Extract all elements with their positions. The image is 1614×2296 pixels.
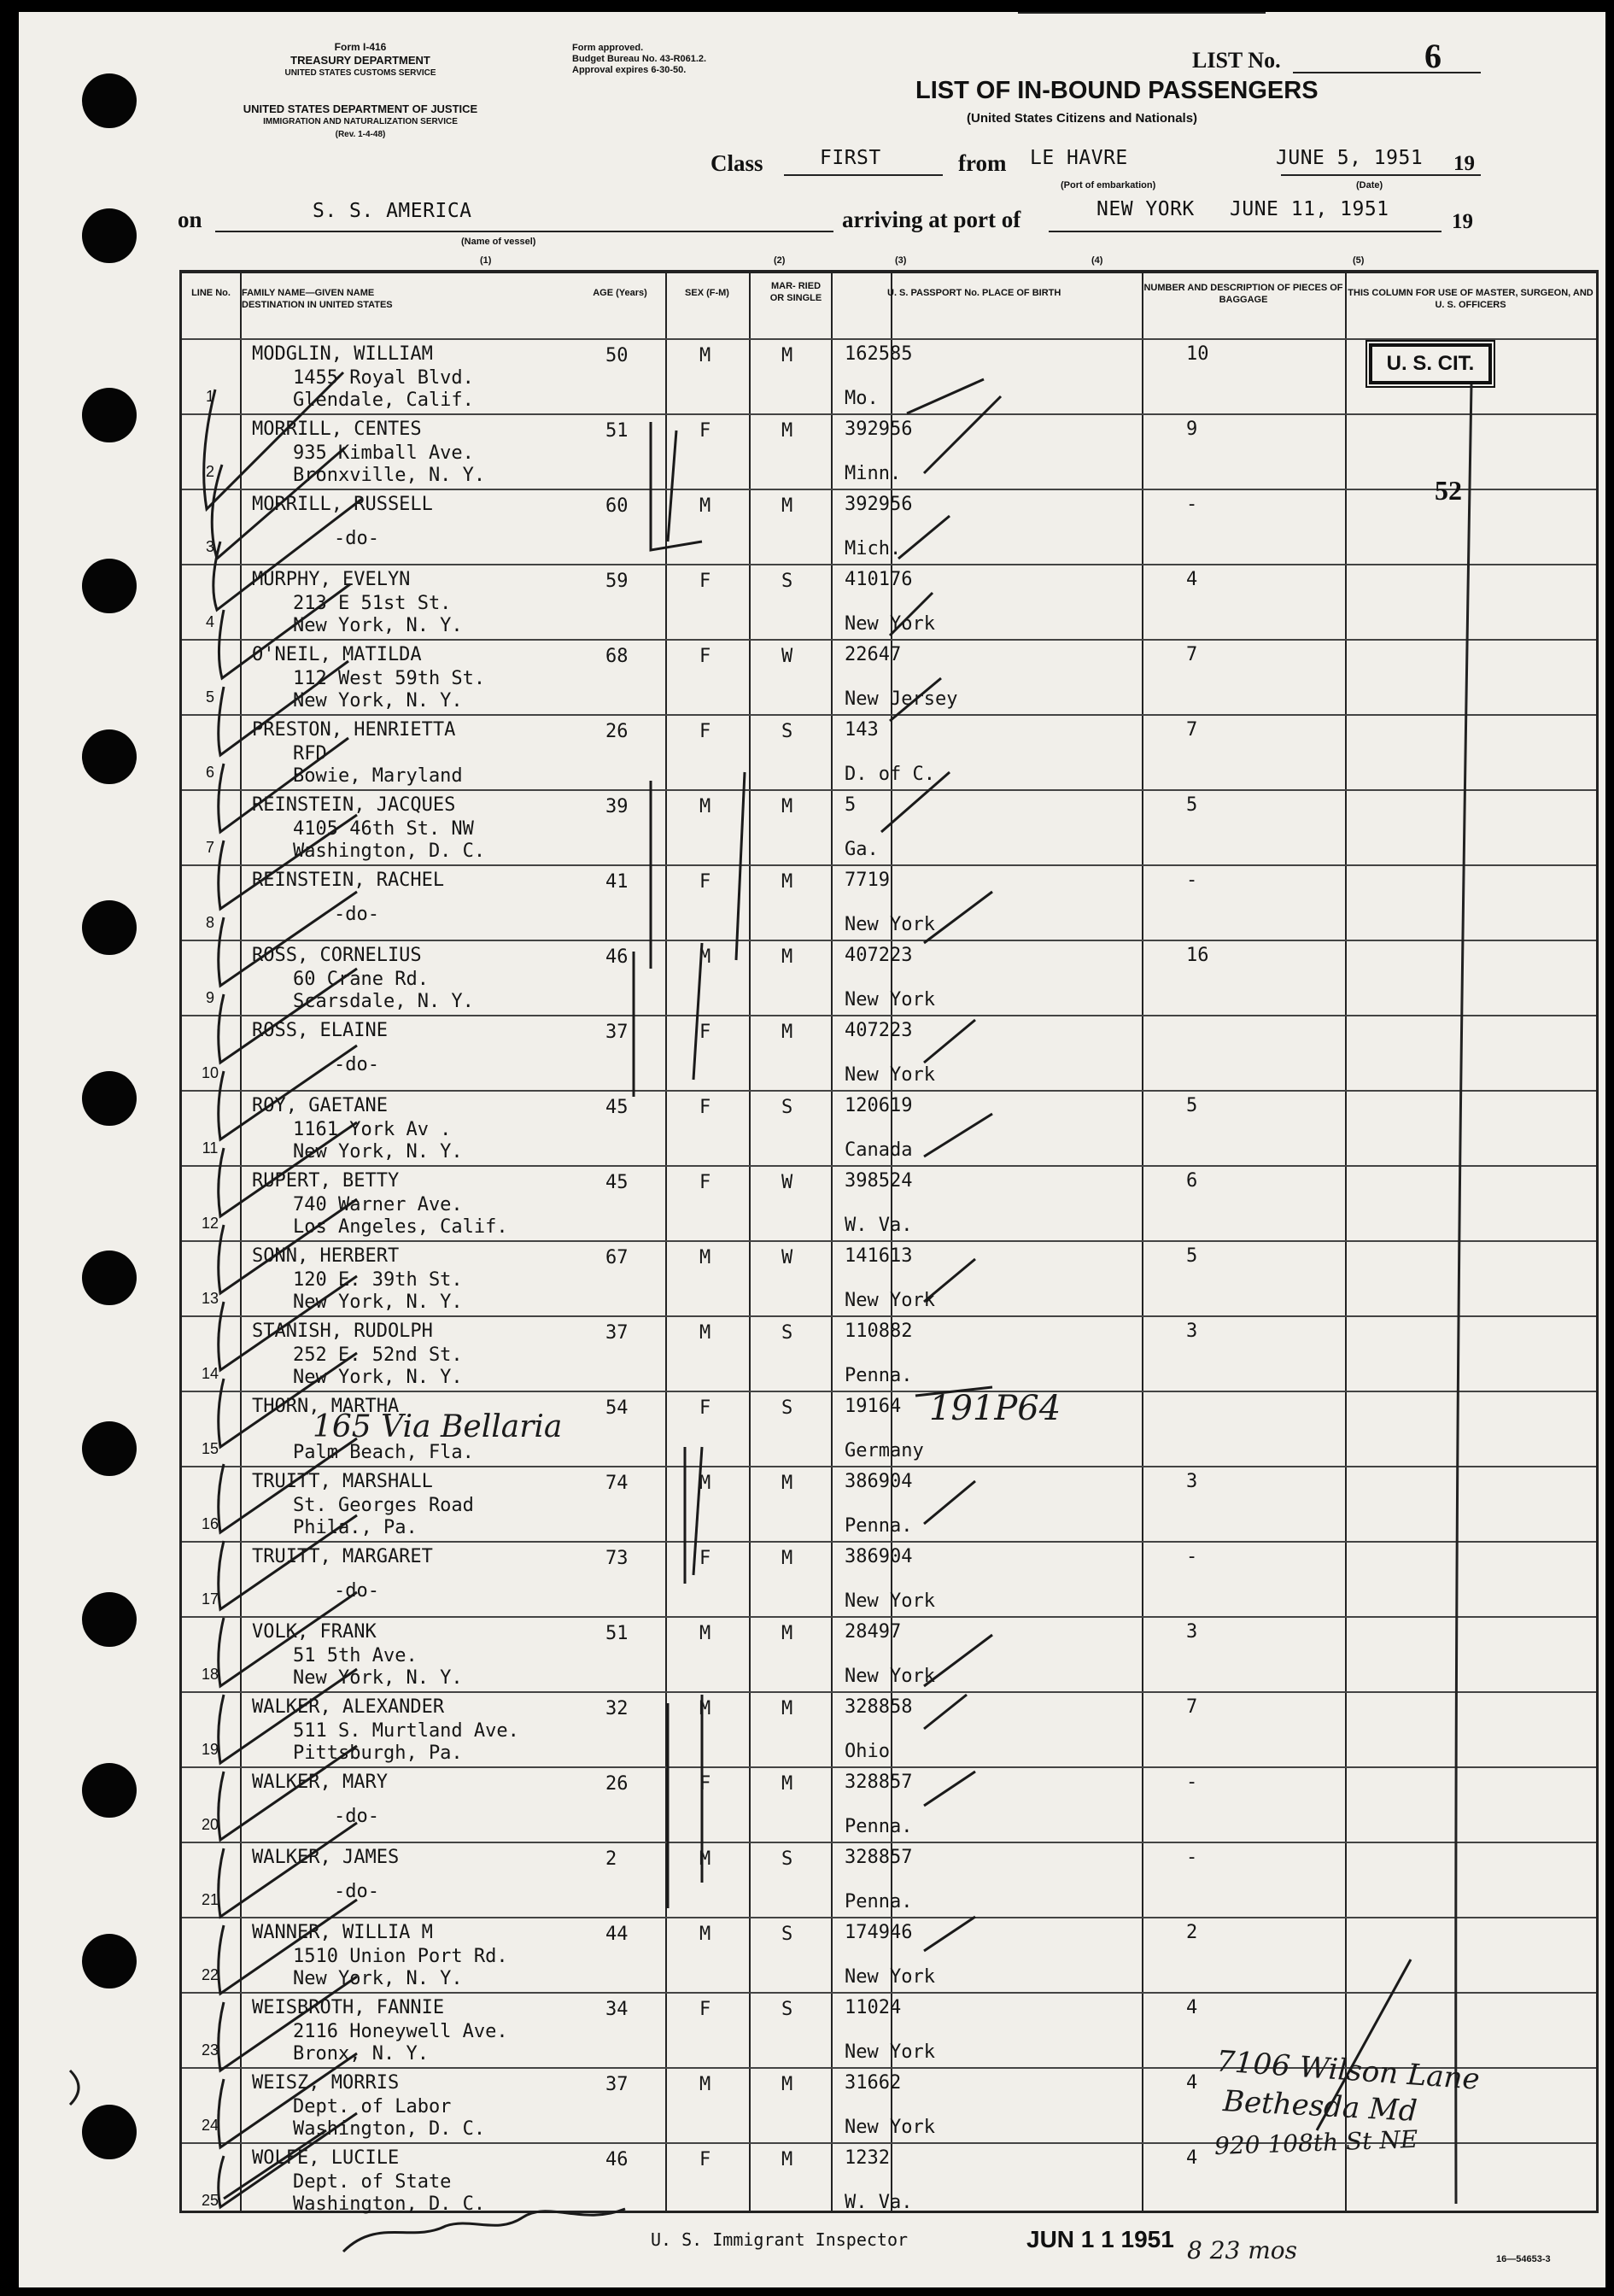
inspection-date-stamp: JUN 1 1 1951 [1026, 2226, 1174, 2252]
marital-status: M [781, 796, 793, 817]
header-name: FAMILY NAME—GIVEN NAME DESTINATION IN UNITED STATES [242, 288, 393, 310]
handwritten-address-2: Bethesda Md [1222, 2084, 1418, 2129]
customs-service: UNITED STATES CUSTOMS SERVICE [284, 68, 436, 78]
passenger-sex: F [699, 1397, 711, 1419]
line-number: 11 [202, 1139, 219, 1157]
year-suffix-2: 19 [1452, 210, 1473, 233]
line-number: 25 [201, 2192, 219, 2209]
passport-number: 110882 [845, 1321, 913, 1342]
passport-number: 19164 [845, 1396, 902, 1417]
place-of-birth: New York [845, 989, 935, 1010]
header-line-no: LINE No. [191, 288, 231, 298]
passenger-age: 45 [605, 1172, 629, 1193]
check-marks [19, 12, 1605, 2287]
passenger-address-2: -do- [334, 904, 379, 925]
passport-number: 22647 [845, 644, 902, 665]
passenger-age: 26 [605, 1773, 629, 1795]
passport-number: 1232 [845, 2147, 890, 2169]
margin-number: 52 [1435, 475, 1462, 506]
passenger-address-2: Scarsdale, N. Y. [293, 991, 474, 1012]
header-age: AGE (Years) [593, 288, 647, 298]
baggage-count: 2 [1186, 1922, 1198, 1943]
passenger-age: 45 [605, 1097, 629, 1118]
line-number: 4 [205, 613, 214, 630]
place-of-birth: Penna. [845, 1515, 913, 1537]
embarkation-port: LE HAVRE [1030, 147, 1128, 169]
line-number: 16 [201, 1515, 219, 1532]
passenger-age: 51 [605, 420, 629, 442]
passport-number: 410176 [845, 569, 913, 590]
justice-dept: UNITED STATES DEPARTMENT OF JUSTICE [243, 102, 478, 115]
vessel-name: S. S. AMERICA [313, 200, 472, 222]
baggage-count: 4 [1186, 569, 1198, 590]
passenger-name: WALKER, ALEXANDER [252, 1696, 445, 1718]
baggage-count: 6 [1186, 1170, 1198, 1192]
line-number: 12 [201, 1215, 219, 1232]
passport-number: 407223 [845, 945, 913, 966]
place-of-birth: Germany [845, 1440, 924, 1461]
marital-status: M [781, 946, 793, 968]
marital-status: M [781, 1773, 793, 1795]
passenger-name: ROY, GAETANE [252, 1095, 388, 1116]
passenger-sex: F [699, 571, 711, 592]
passenger-address-2: -do- [334, 1881, 379, 1902]
place-of-birth: New York [845, 2041, 935, 2063]
list-number: 6 [1424, 37, 1441, 75]
marital-status: M [781, 495, 793, 517]
passenger-address-1: 740 Warner Ave. [293, 1194, 463, 1215]
passenger-name: TRUITT, MARGARET [252, 1546, 433, 1567]
marital-status: M [781, 871, 793, 893]
passenger-age: 46 [605, 2149, 629, 2170]
stamp-text: U. S. CIT. [1386, 352, 1475, 375]
year-suffix: 19 [1453, 152, 1475, 175]
line-number: 13 [201, 1290, 219, 1307]
header-married: MAR- RIED OR SINGLE [769, 281, 822, 303]
passenger-age: 26 [605, 721, 629, 742]
port-caption: (Port of embarkation) [1061, 180, 1156, 190]
passenger-name: VOLK, FRANK [252, 1621, 377, 1643]
marital-status: M [781, 2149, 793, 2170]
passenger-name: RUPERT, BETTY [252, 1170, 400, 1192]
departure-date: JUNE 5, 1951 [1276, 147, 1424, 169]
passenger-sex: M [699, 2074, 711, 2095]
on-label: on [178, 207, 202, 232]
passenger-address-2: New York, N. Y. [293, 1367, 463, 1388]
line-number: 7 [205, 839, 214, 856]
passenger-name: WOLFE, LUCILE [252, 2147, 400, 2169]
passenger-name: MORRILL, RUSSELL [252, 494, 433, 515]
place-of-birth: Mo. [845, 388, 879, 409]
handwritten-note-4: 8 23 mos [1187, 2236, 1298, 2264]
place-of-birth: New York [845, 2117, 935, 2138]
marital-status: S [781, 1848, 793, 1870]
from-label: from [958, 150, 1007, 176]
handwritten-address-1: 7106 Wilson Lane [1214, 2044, 1481, 2097]
date-caption: (Date) [1356, 180, 1383, 190]
passenger-address-2: Phila., Pa. [293, 1517, 418, 1538]
line-number: 22 [201, 1966, 219, 1983]
baggage-count: 7 [1186, 644, 1198, 665]
baggage-count: 3 [1186, 1621, 1198, 1643]
passenger-name: WANNER, WILLIA M [252, 1922, 433, 1943]
line-number: 10 [201, 1064, 219, 1081]
passport-number: 120619 [845, 1095, 913, 1116]
passport-number: 141613 [845, 1245, 913, 1267]
passenger-age: 73 [605, 1548, 629, 1569]
passenger-name: WALKER, JAMES [252, 1847, 400, 1868]
passport-number: 392956 [845, 494, 913, 515]
passenger-age: 37 [605, 1022, 629, 1043]
place-of-birth: New Jersey [845, 688, 958, 710]
marital-status: M [781, 345, 793, 366]
passport-number: 162585 [845, 343, 913, 365]
arriving-label: arriving at port of [842, 207, 1021, 232]
passenger-address-2: Palm Beach, Fla. [293, 1442, 474, 1463]
passport-number: 328857 [845, 1847, 913, 1868]
passenger-address-1: 112 West 59th St. [293, 668, 486, 689]
baggage-count: 4 [1186, 2072, 1198, 2094]
passenger-name: STANISH, RUDOLPH [252, 1321, 433, 1342]
arrival-date: JUNE 11, 1951 [1230, 198, 1389, 220]
passenger-sex: M [699, 1848, 711, 1870]
page-title: LIST OF IN-BOUND PASSENGERS [915, 77, 1319, 104]
passenger-address-2: New York, N. Y. [293, 615, 463, 636]
passenger-sex: M [699, 1473, 711, 1494]
passenger-address-1: Dept. of State [293, 2171, 452, 2193]
passenger-age: 54 [605, 1397, 629, 1419]
col-num-2: (2) [774, 255, 786, 266]
passenger-age: 60 [605, 495, 629, 517]
passenger-address-2: Bronxville, N. Y. [293, 465, 486, 486]
passenger-sex: F [699, 1097, 711, 1118]
place-of-birth: D. of C. [845, 764, 935, 785]
place-of-birth: New York [845, 914, 935, 935]
passenger-address-1: 935 Kimball Ave. [293, 442, 474, 464]
passenger-name: MORRILL, CENTES [252, 419, 422, 440]
passenger-sex: M [699, 495, 711, 517]
passport-number: 392956 [845, 419, 913, 440]
baggage-count: 4 [1186, 2147, 1198, 2169]
passenger-sex: M [699, 1698, 711, 1719]
manifest-page [19, 12, 1605, 2287]
place-of-birth: New York [845, 1590, 935, 1612]
marital-status: M [781, 1548, 793, 1569]
passenger-address-1: 1455 Royal Blvd. [293, 367, 474, 389]
passenger-name: ROSS, CORNELIUS [252, 945, 422, 966]
passenger-address-2: Pittsburgh, Pa. [293, 1742, 463, 1764]
place-of-birth: Mich. [845, 538, 902, 559]
passenger-age: 68 [605, 646, 629, 667]
place-of-birth: New York [845, 1666, 935, 1687]
line-number: 2 [205, 463, 214, 480]
passenger-name: O'NEIL, MATILDA [252, 644, 422, 665]
inspector-label: U. S. Immigrant Inspector [651, 2229, 909, 2250]
line-number: 20 [201, 1816, 219, 1833]
passenger-age: 46 [605, 946, 629, 968]
passenger-name: ROSS, ELAINE [252, 1020, 388, 1041]
passenger-name: PRESTON, HENRIETTA [252, 719, 456, 741]
place-of-birth: Minn. [845, 463, 902, 484]
passenger-name: WALKER, MARY [252, 1772, 388, 1793]
place-of-birth: New York [845, 613, 935, 635]
passenger-address-1: RFD [293, 743, 327, 764]
line-number: 17 [201, 1590, 219, 1608]
passport-number: 398524 [845, 1170, 913, 1192]
col-num-5: (5) [1353, 255, 1365, 266]
passenger-age: 51 [605, 1623, 629, 1644]
passenger-age: 39 [605, 796, 629, 817]
line-number: 19 [201, 1741, 219, 1758]
passenger-sex: F [699, 1022, 711, 1043]
passenger-address-2: Los Angeles, Calif. [293, 1216, 508, 1238]
passenger-address-2: -do- [334, 528, 379, 549]
baggage-count: - [1186, 1546, 1198, 1567]
baggage-count: 9 [1186, 419, 1198, 440]
passenger-age: 74 [605, 1473, 629, 1494]
passenger-age: 44 [605, 1924, 629, 1945]
passenger-name: MURPHY, EVELYN [252, 569, 411, 590]
footer-dash-line [651, 2229, 908, 2250]
place-of-birth: New York [845, 1064, 935, 1086]
passenger-address-2: Washington, D. C. [293, 2194, 486, 2215]
line-number: 21 [201, 1891, 219, 1908]
passenger-address-1: St. Georges Road [293, 1495, 474, 1516]
passenger-sex: M [699, 796, 711, 817]
handwritten-thorn-address: 165 Via Bellaria [313, 1409, 563, 1444]
form-approved: Form approved. [572, 43, 644, 53]
marital-status: W [781, 1247, 793, 1268]
passenger-age: 2 [605, 1848, 617, 1870]
passenger-name: REINSTEIN, JACQUES [252, 794, 456, 816]
treasury-dept: TREASURY DEPARTMENT [290, 54, 430, 67]
passenger-age: 59 [605, 571, 629, 592]
passenger-address-1: 213 E 51st St. [293, 593, 452, 614]
form-revision: (Rev. 1-4-48) [335, 130, 386, 139]
passenger-address-2: -do- [334, 1580, 379, 1602]
baggage-count: 5 [1186, 1245, 1198, 1267]
passenger-age: 37 [605, 1322, 629, 1344]
line-number: 8 [205, 914, 214, 931]
col-num-3: (3) [895, 255, 907, 266]
baggage-count: 5 [1186, 794, 1198, 816]
passenger-sex: F [699, 1773, 711, 1795]
passenger-address-1: 1510 Union Port Rd. [293, 1946, 508, 1967]
col-num-1: (1) [480, 255, 492, 266]
approval-expires: Approval expires 6-30-50. [572, 65, 687, 75]
passenger-age: 50 [605, 345, 629, 366]
passport-number: 328857 [845, 1772, 913, 1793]
passenger-address-2: New York, N. Y. [293, 1667, 463, 1689]
passport-number: 7719 [845, 870, 890, 891]
passenger-age: 67 [605, 1247, 629, 1268]
passenger-address-2: Glendale, Calif. [293, 390, 474, 411]
marital-status: M [781, 2074, 793, 2095]
passenger-address-2: Washington, D. C. [293, 840, 486, 862]
passenger-address-1: 4105 46th St. NW [293, 818, 474, 840]
marital-status: S [781, 721, 793, 742]
passport-number: 143 [845, 719, 879, 741]
marital-status: S [781, 1999, 793, 2020]
baggage-count: 7 [1186, 719, 1198, 741]
form-number: Form I-416 [334, 41, 387, 53]
passport-number: 31662 [845, 2072, 902, 2094]
baggage-count: 7 [1186, 1696, 1198, 1718]
line-number: 18 [201, 1666, 219, 1683]
line-number: 1 [205, 388, 214, 405]
vessel-caption: (Name of vessel) [461, 237, 536, 247]
passport-number: 386904 [845, 1471, 913, 1492]
passenger-sex: M [699, 1623, 711, 1644]
print-code: 16—54653-3 [1496, 2254, 1551, 2264]
marital-status: S [781, 571, 793, 592]
passenger-address-1: 2116 Honeywell Ave. [293, 2021, 508, 2042]
passenger-address-2: Bronx, N. Y. [293, 2043, 429, 2065]
place-of-birth: New York [845, 1290, 935, 1311]
class-label: Class [711, 150, 763, 176]
handwritten-passport-correction: 191P64 [929, 1389, 1061, 1428]
class-value: FIRST [820, 147, 881, 169]
line-number: 5 [205, 688, 214, 706]
place-of-birth: Penna. [845, 1365, 913, 1386]
baggage-count: 16 [1186, 945, 1209, 966]
header-baggage: NUMBER AND DESCRIPTION OF PIECES OF BAGGAGE [1143, 283, 1343, 305]
baggage-count: - [1186, 870, 1198, 891]
header-officers: THIS COLUMN FOR USE OF MASTER, SURGEON, AND U. S. OFFICERS [1348, 288, 1594, 310]
passenger-name: MODGLIN, WILLIAM [252, 343, 433, 365]
passenger-address-2: New York, N. Y. [293, 690, 463, 712]
passenger-sex: F [699, 721, 711, 742]
budget-bureau: Budget Bureau No. 43-R061.2. [572, 54, 707, 64]
marital-status: W [781, 646, 793, 667]
baggage-count: - [1186, 1772, 1198, 1793]
place-of-birth: Ohio [845, 1741, 890, 1762]
baggage-count: 3 [1186, 1471, 1198, 1492]
passport-number: 11024 [845, 1997, 902, 2018]
passenger-age: 32 [605, 1698, 629, 1719]
passenger-address-1: 252 E. 52nd St. [293, 1344, 463, 1366]
passenger-name: REINSTEIN, RACHEL [252, 870, 445, 891]
line-number: 15 [201, 1440, 219, 1457]
place-of-birth: Penna. [845, 1816, 913, 1837]
passenger-age: 37 [605, 2074, 629, 2095]
baggage-count: - [1186, 494, 1198, 515]
passenger-address-2: -do- [334, 1806, 379, 1827]
baggage-count: 10 [1186, 343, 1209, 365]
marital-status: S [781, 1097, 793, 1118]
baggage-count: - [1186, 1847, 1198, 1868]
passenger-sex: F [699, 871, 711, 893]
place-of-birth: Ga. [845, 839, 879, 860]
passenger-sex: F [699, 420, 711, 442]
list-label: LIST No. [1192, 48, 1281, 73]
marital-status: S [781, 1924, 793, 1945]
passenger-sex: F [699, 1172, 711, 1193]
immigration-service: IMMIGRATION AND NATURALIZATION SERVICE [263, 117, 458, 126]
baggage-count: 4 [1186, 1997, 1198, 2018]
passenger-sex: M [699, 345, 711, 366]
line-number: 24 [201, 2117, 219, 2134]
passport-number: 28497 [845, 1621, 902, 1643]
passenger-address-1: 511 S. Murtland Ave. [293, 1720, 519, 1742]
place-of-birth: W. Va. [845, 1215, 913, 1236]
passenger-name: THORN, MARTHA [252, 1396, 400, 1417]
passport-number: 407223 [845, 1020, 913, 1041]
passenger-address-1: Dept. of Labor [293, 2096, 452, 2117]
passenger-address-1: 120 E. 39th St. [293, 1269, 463, 1291]
line-number: 23 [201, 2041, 219, 2059]
line-number: 14 [201, 1365, 219, 1382]
passenger-sex: M [699, 1247, 711, 1268]
marital-status: M [781, 1473, 793, 1494]
marital-status: S [781, 1397, 793, 1419]
passenger-address-1: 51 5th Ave. [293, 1645, 418, 1666]
passenger-sex: M [699, 1322, 711, 1344]
marital-status: M [781, 1698, 793, 1719]
page-subtitle: (United States Citizens and Nationals) [967, 111, 1198, 126]
passenger-name: TRUITT, MARSHALL [252, 1471, 433, 1492]
passenger-address-2: Bowie, Maryland [293, 765, 463, 787]
place-of-birth: New York [845, 1966, 935, 1988]
passenger-name: SONN, HERBERT [252, 1245, 400, 1267]
passenger-sex: M [699, 1924, 711, 1945]
passenger-age: 34 [605, 1999, 629, 2020]
arrival-port: NEW YORK [1096, 198, 1195, 220]
baggage-count: 5 [1186, 1095, 1198, 1116]
passenger-age: 41 [605, 871, 629, 893]
passenger-name: WEISBROTH, FANNIE [252, 1997, 445, 2018]
handwritten-address-3: 920 108th St NE [1213, 2124, 1418, 2161]
header-sex: SEX (F-M) [685, 288, 729, 298]
passenger-address-2: -do- [334, 1054, 379, 1075]
passenger-sex: M [699, 946, 711, 968]
line-number: 6 [205, 764, 214, 781]
marital-status: M [781, 420, 793, 442]
passenger-sex: F [699, 2149, 711, 2170]
passenger-address-1: 60 Crane Rd. [293, 969, 429, 990]
place-of-birth: Penna. [845, 1891, 913, 1912]
line-number: 9 [205, 989, 214, 1006]
passenger-sex: F [699, 646, 711, 667]
marital-status: W [781, 1172, 793, 1193]
header-passport: U. S. PASSPORT No. PLACE OF BIRTH [887, 288, 1061, 298]
passport-number: 5 [845, 794, 857, 816]
passport-number: 174946 [845, 1922, 913, 1943]
line-number: 3 [205, 538, 214, 555]
place-of-birth: W. Va. [845, 2192, 913, 2213]
passport-number: 386904 [845, 1546, 913, 1567]
marital-status: M [781, 1623, 793, 1644]
passenger-address-2: New York, N. Y. [293, 1968, 463, 1989]
passenger-address-2: Washington, D. C. [293, 2118, 486, 2140]
marital-status: S [781, 1322, 793, 1344]
passenger-address-2: New York, N. Y. [293, 1141, 463, 1163]
place-of-birth: Canada [845, 1139, 913, 1161]
passenger-sex: F [699, 1548, 711, 1569]
passenger-name: WEISZ, MORRIS [252, 2072, 400, 2094]
marital-status: M [781, 1022, 793, 1043]
passenger-address-2: New York, N. Y. [293, 1292, 463, 1313]
passport-number: 328858 [845, 1696, 913, 1718]
col-num-4: (4) [1091, 255, 1103, 266]
baggage-count: 3 [1186, 1321, 1198, 1342]
passenger-sex: F [699, 1999, 711, 2020]
passenger-address-1: 1161 York Av . [293, 1119, 452, 1140]
